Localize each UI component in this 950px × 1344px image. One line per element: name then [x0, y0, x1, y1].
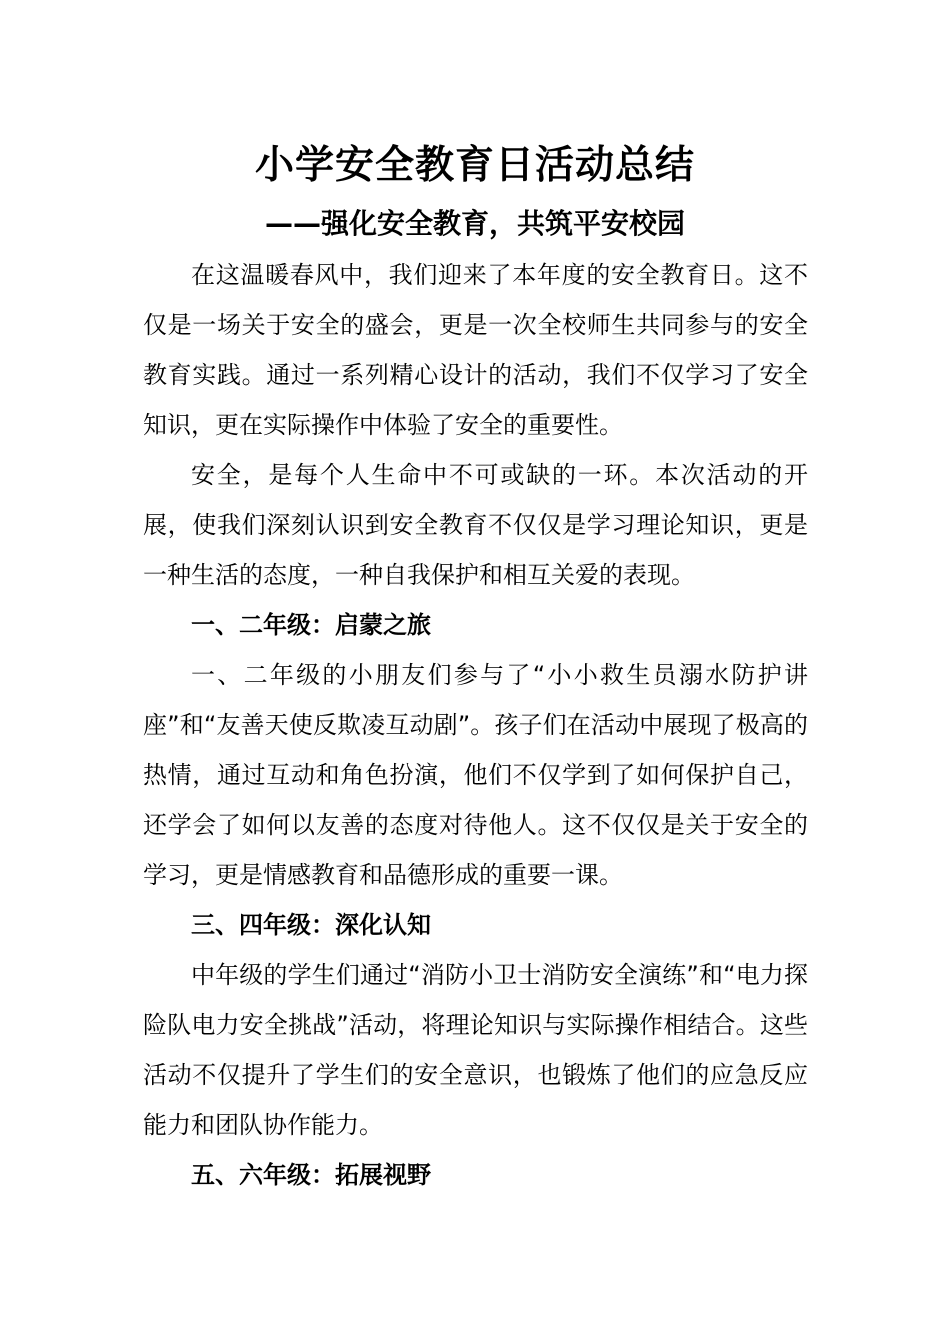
paragraph-intro: 在这温暖春风中，我们迎来了本年度的安全教育日。这不仅是一场关于安全的盛会，更是一次全校师生共同参与的安全教育实践。通过一系列精心设计的活动，我们不仅学习了安全知识，更在实际操作中体验了安全的重要性。	[143, 261, 808, 439]
document-subtitle: ——强化安全教育，共筑平安校园	[264, 207, 685, 240]
section-heading-grade-1-2: 一、二年级：启蒙之旅	[191, 611, 431, 639]
paragraph-grade-3-4: 中年级的学生们通过“消防小卫士消防安全演练”和“电力探险队电力安全挑战”活动，将理论知识与实际操作相结合。这些活动不仅提升了学生们的安全意识，也锻炼了他们的应急反应能力和团队协作能力。	[143, 961, 808, 1139]
section-heading-grade-3-4: 三、四年级：深化认知	[191, 911, 431, 939]
document-body	[143, 250, 808, 1200]
paragraph-grade-1-2: 一、二年级的小朋友们参与了“小小救生员溺水防护讲座”和“友善天使反欺凌互动剧”。孩子们在活动中展现了极高的热情，通过互动和角色扮演，他们不仅学到了如何保护自己，还学会了如何以友善的态度对待他人。这不仅仅是关于安全的学习，更是情感教育和品德形成的重要一课。	[143, 661, 808, 889]
document-title: 小学安全教育日活动总结	[254, 143, 695, 188]
paragraph-safety-meaning: 安全，是每个人生命中不可或缺的一环。本次活动的开展，使我们深刻认识到安全教育不仅仅是学习理论知识，更是一种生活的态度，一种自我保护和相互关爱的表现。	[143, 461, 808, 589]
section-heading-grade-5-6: 五、六年级：拓展视野	[191, 1161, 431, 1189]
